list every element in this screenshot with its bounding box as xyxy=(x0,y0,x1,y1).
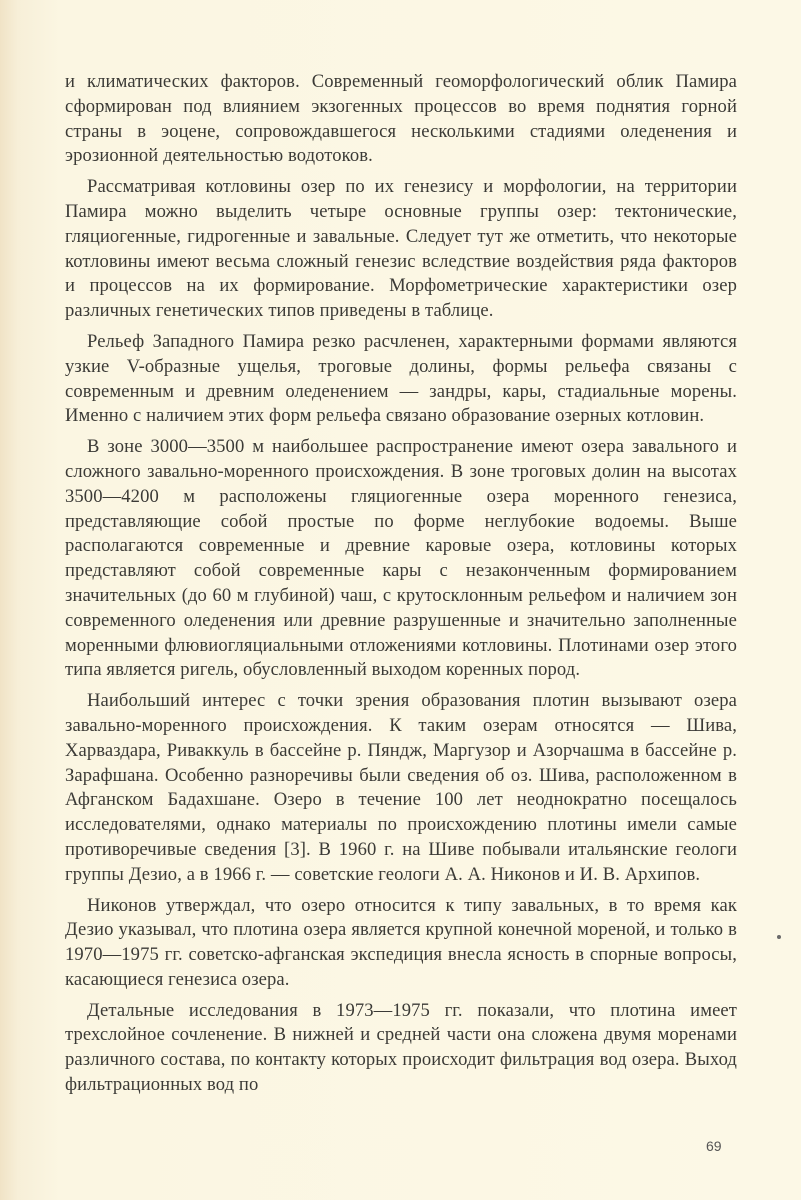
paragraph-lake-genesis: Рассматривая котловины озер по их генезису и морфологии, на территории Памира можно выделить четыре основные группы озер: тектонические, гляциогенные, гидрогенные и завальные. Следует тут же отметить, что некоторые котловины имеют весьма сложный генезис вследствие воздействия ряда факторов и процессов на их формирование. Морфометрические характеристики озер различных генетических типов приведены в таблице. xyxy=(65,176,737,322)
paragraph-altitude-zones: В зоне 3000—3500 м наибольшее распространение имеют озера завального и сложного завально-моренного происхождения. В зоне троговых долин на высотах 3500—4200 м расположены гляциогенные озера моренного генезиса, представляющие собой простые по форме неглубокие водоемы. Выше располагаются современные и древние каровые озера, котловины которых представляют собой современные кары с незаконченным формированием значительных (до 60 м глубиной) чаш, с крутосклонным рельефом и наличием зон современного оледенения или древние разрушенные и значительно заполненные моренными флювиогляциальными отложениями котловины. Плотинами озер этого типа является ригель, обусловленный выходом коренных пород. xyxy=(65,436,737,681)
print-speck xyxy=(777,935,781,939)
paragraph-continuation: и климатических факторов. Современный геоморфологический облик Памира сформирован под влиянием экзогенных процессов во время поднятия горной страны в эоцене, сопровождавшегося несколькими стадиями оледенения и эрозионной деятельностью водотоков. xyxy=(65,71,737,167)
paragraph-west-pamir-relief: Рельеф Западного Памира резко расчленен, характерными формами являются узкие V-образные ущелья, троговые долины, формы рельефа связаны с современным и древним оледенением — зандры, кары, стадиальные морены. Именно с наличием этих форм рельефа связано образование озерных котловин. xyxy=(65,330,737,427)
page-body xyxy=(65,70,737,1104)
page-number: 69 xyxy=(706,1138,722,1154)
paragraph-nikonov-dezio: Никонов утверждал, что озеро относится к типу завальных, в то время как Дезио указывал, что плотина озера является крупной конечной мореной, и только в 1970—1975 гг. советско-афганская экспедиция внесла ясность в спорные вопросы, касающиеся генезиса озера. xyxy=(65,894,737,990)
paragraph-detailed-research: Детальные исследования в 1973—1975 гг. показали, что плотина имеет трехслойное сочленение. В нижней и средней части она сложена двумя моренами различного состава, по контакту которых происходит фильтрация вод озера. Выход фильтрационных вод по xyxy=(65,999,737,1096)
paragraph-dam-interest: Наибольший интерес с точки зрения образования плотин вызывают озера завально-моренного происхождения. К таким озерам относятся — Шива, Харваздара, Риваккуль в бассейне р. Пяндж, Маргузор и Азорчашма в бассейне р. Зарафшана. Особенно разноречивы были сведения об оз. Шива, расположенном в Афганском Бадахшане. Озеро в течение 100 лет неоднократно посещалось исследователями, однако материалы по происхождению плотины имели самые противоречивые сведения [3]. В 1960 г. на Шиве побывали итальянские геологи группы Дезио, а в 1966 г. — советские геологи А. А. Никонов и И. В. Архипов. xyxy=(65,690,737,885)
